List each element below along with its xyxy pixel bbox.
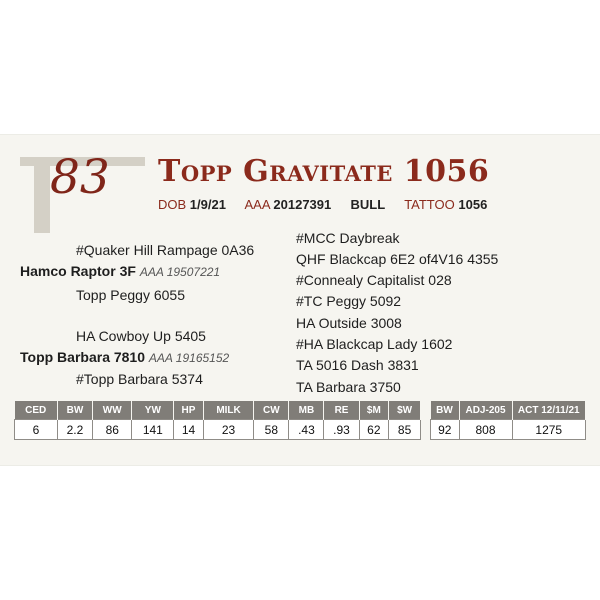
dob-label: DOB xyxy=(158,197,187,212)
epd-header: BW xyxy=(57,401,92,420)
actual-header: ADJ-205 xyxy=(459,401,512,420)
epd-header: YW xyxy=(132,401,174,420)
epd-header: RE xyxy=(324,401,359,420)
actual-value: 1275 xyxy=(512,420,586,440)
dam-sire: HA Cowboy Up 5405 xyxy=(76,328,206,344)
sire-dam: Topp Peggy 6055 xyxy=(76,287,185,303)
animal-name: Topp Gravitate 1056 xyxy=(158,154,490,189)
great-grand-5: HA Outside 3008 xyxy=(296,315,402,331)
epd-header-row xyxy=(15,401,421,420)
epd-header: MILK xyxy=(203,401,254,420)
actual-weights-table xyxy=(430,401,586,440)
epd-value-row xyxy=(15,420,421,440)
actual-header: BW xyxy=(431,401,460,420)
epd-value: 23 xyxy=(203,420,254,440)
dam-dam: #Topp Barbara 5374 xyxy=(76,371,203,387)
great-grand-4: #TC Peggy 5092 xyxy=(296,293,402,309)
dam xyxy=(20,349,229,365)
lot-marker-stem xyxy=(34,157,50,233)
epd-header: MB xyxy=(289,401,324,420)
epd-value: 141 xyxy=(132,420,174,440)
actual-value: 92 xyxy=(431,420,460,440)
sire-sire: #Quaker Hill Rampage 0A36 xyxy=(76,242,255,258)
registration-label: AAA xyxy=(244,197,270,212)
great-grand-1: #MCC Daybreak xyxy=(296,230,400,246)
epd-header: WW xyxy=(93,401,132,420)
sire-registration: AAA 19507221 xyxy=(139,265,221,279)
epd-value: .93 xyxy=(324,420,359,440)
dob-value: 1/9/21 xyxy=(189,197,226,212)
lot-card xyxy=(0,134,600,466)
animal-info-line xyxy=(158,197,588,212)
dam-registration: AAA 19165152 xyxy=(148,351,230,365)
epd-header: CED xyxy=(15,401,58,420)
sex-value: BULL xyxy=(350,197,386,212)
sire-name: Hamco Raptor 3F xyxy=(20,263,136,279)
tattoo-value: 1056 xyxy=(458,197,488,212)
great-grand-2: QHF Blackcap 6E2 of4V16 4355 xyxy=(296,251,499,267)
epd-table xyxy=(14,401,421,440)
epd-header: HP xyxy=(174,401,204,420)
epd-value: 62 xyxy=(359,420,389,440)
dam-name: Topp Barbara 7810 xyxy=(20,349,146,365)
great-grand-6: #HA Blackcap Lady 1602 xyxy=(296,336,453,352)
epd-value: 58 xyxy=(254,420,289,440)
actual-value-row xyxy=(431,420,586,440)
tattoo-label: TATTOO xyxy=(404,197,455,212)
great-grand-8: TA Barbara 3750 xyxy=(296,379,401,395)
epd-value: 86 xyxy=(93,420,132,440)
epd-value: .43 xyxy=(289,420,324,440)
epd-value: 6 xyxy=(15,420,58,440)
actual-header-row xyxy=(431,401,586,420)
epd-value: 85 xyxy=(389,420,421,440)
epd-value: 2.2 xyxy=(57,420,92,440)
registration-value: 20127391 xyxy=(273,197,332,212)
great-grand-7: TA 5016 Dash 3831 xyxy=(296,357,419,373)
epd-header: CW xyxy=(254,401,289,420)
lot-number: 83 xyxy=(50,150,110,205)
epd-value: 14 xyxy=(174,420,204,440)
sire xyxy=(20,263,220,279)
epd-header: $W xyxy=(389,401,421,420)
epd-header: $M xyxy=(359,401,389,420)
actual-value: 808 xyxy=(459,420,512,440)
actual-header: ACT 12/11/21 xyxy=(512,401,586,420)
great-grand-3: #Connealy Capitalist 028 xyxy=(296,272,452,288)
